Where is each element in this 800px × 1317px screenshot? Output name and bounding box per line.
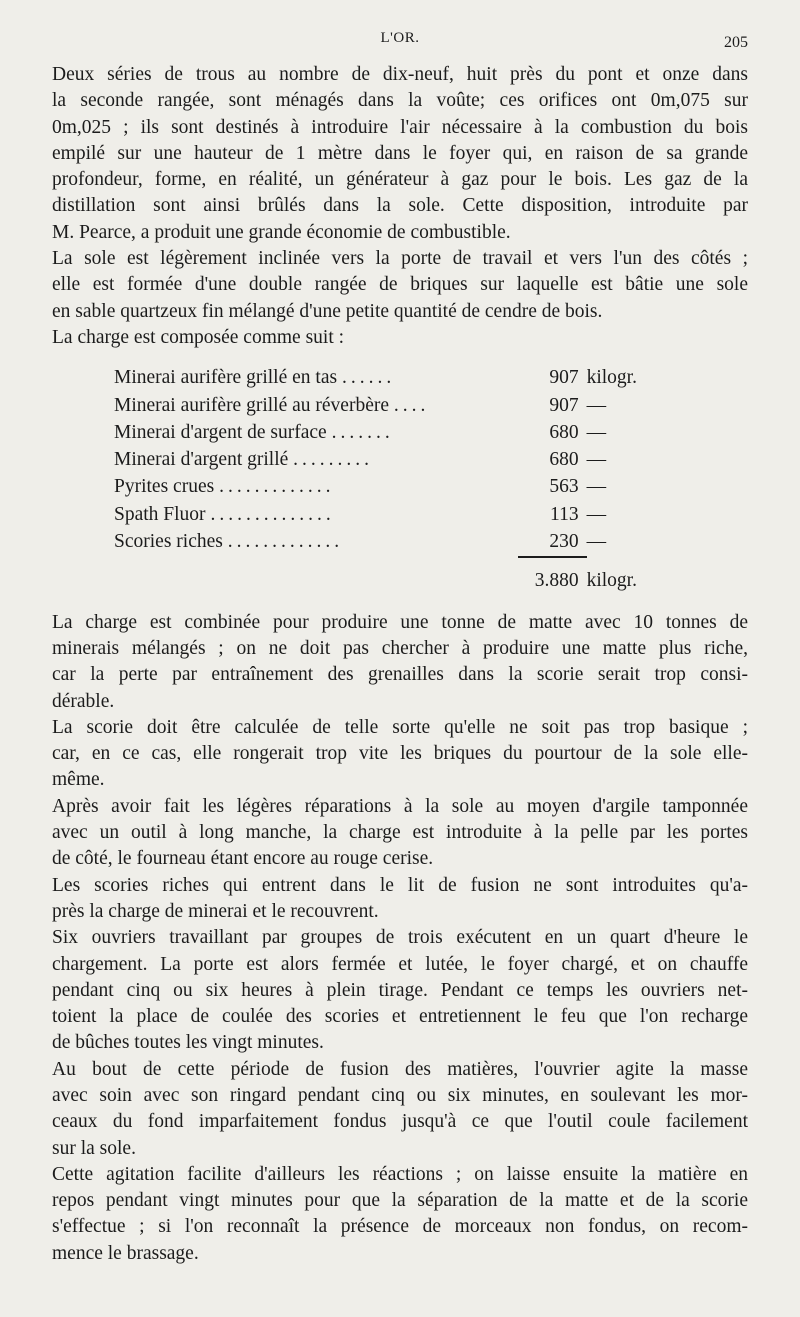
row-value: 113 — [550, 503, 579, 525]
text-line: de côté, le fourneau étant encore au rouge cerise. — [52, 848, 434, 870]
row-unit: kilogr. — [586, 367, 637, 389]
paragraph — [52, 62, 748, 246]
table-row — [114, 393, 674, 420]
row-unit: — — [586, 531, 607, 553]
text-line: profondeur, forme, en réalité, un générateur à gaz pour le bois. Les gaz de la — [52, 169, 748, 191]
text-line: sur la sole. — [52, 1137, 136, 1159]
dot-leaders: .... — [393, 394, 430, 416]
row-label: Scories riches — [114, 531, 223, 553]
text-line: car la perte par entraînement des grenailles dans la scorie serait trop consi- — [52, 664, 748, 686]
dot-leaders: ....... — [331, 421, 394, 443]
text-line: avec un outil à long manche, la charge est introduite à la pelle par les portes — [52, 822, 748, 844]
table-row — [114, 502, 674, 529]
paragraph — [52, 873, 748, 926]
text-line: près la charge de minerai et le recouvrent. — [52, 900, 379, 922]
row-unit: — — [586, 476, 607, 498]
total-value: 3.880 — [518, 557, 587, 595]
paragraph — [52, 715, 748, 794]
text-line: 0m,025 ; ils sont destinés à introduire l'air nécessaire à la combustion du bois — [52, 116, 748, 138]
text-line: minerais mélangés ; on ne doit pas chercher à produire une matte plus riche, — [52, 637, 748, 659]
row-value: 680 — [549, 449, 579, 471]
paragraph — [52, 246, 748, 325]
row-label: Minerai d'argent de surface — [114, 421, 327, 443]
row-label: Spath Fluor — [114, 503, 206, 525]
text-line: distillation sont ainsi brûlés dans la sole. Cette disposition, introduite par — [52, 195, 748, 217]
text-line: en sable quartzeux fin mélangé d'une petite quantité de cendre de bois. — [52, 300, 603, 322]
text-line: Six ouvriers travaillant par groupes de trois exécutent en un quart d'heure le — [52, 927, 748, 949]
row-unit: — — [586, 421, 607, 443]
dot-leaders: ...... — [341, 367, 396, 389]
row-label: Minerai d'argent grillé — [114, 449, 289, 471]
text-line: même. — [52, 769, 105, 791]
page-number: 205 — [724, 34, 748, 51]
running-head: L'OR. — [380, 30, 420, 46]
row-unit: — — [586, 394, 607, 416]
dot-leaders: .............. — [210, 503, 335, 525]
paragraph — [52, 925, 748, 1056]
paragraph — [52, 1057, 748, 1162]
text-line: Après avoir fait les légères réparations à la sole au moyen d'argile tamponnée — [52, 795, 748, 817]
text-line: car, en ce cas, elle rongerait trop vite les briques du pourtour de la sole elle- — [52, 743, 748, 765]
paragraph — [52, 1162, 748, 1267]
table-row — [114, 529, 674, 557]
paragraph — [52, 794, 748, 873]
paragraph — [52, 325, 748, 351]
text-line: M. Pearce, a produit une grande économie de combustible. — [52, 221, 511, 243]
text-line: ceaux du fond imparfaitement fondus jusqu'à ce que l'outil coule facilement — [52, 1111, 748, 1133]
dot-leaders: ............. — [219, 476, 335, 498]
body-text — [52, 62, 748, 1267]
text-line: empilé sur une hauteur de 1 mètre dans le foyer qui, en raison de sa grande — [52, 142, 748, 164]
text-line: mence le brassage. — [52, 1242, 199, 1264]
charge-composition-table — [114, 365, 674, 595]
paragraph — [52, 610, 748, 715]
text-line: Cette agitation facilite d'ailleurs les réactions ; on laisse ensuite la matière en — [52, 1163, 748, 1185]
row-value: 563 — [549, 476, 579, 498]
row-value: 230 — [549, 531, 579, 553]
text-line: La scorie doit être calculée de telle sorte qu'elle ne soit pas trop basique ; — [52, 716, 748, 738]
text-line: pendant cinq ou six heures à plein tirage. Pendant ce temps les ouvriers net- — [52, 979, 748, 1001]
text-line: elle est formée d'une double rangée de briques sur laquelle est bâtie une sole — [52, 274, 748, 296]
dot-leaders: ............. — [227, 531, 344, 553]
row-value: 680 — [549, 421, 579, 443]
row-value: 907 — [549, 394, 579, 416]
text-line: dérable. — [52, 690, 115, 712]
table-row — [114, 474, 674, 501]
text-line: La charge est composée comme suit : — [52, 326, 345, 348]
text-line: Les scories riches qui entrent dans le lit de fusion ne sont introduites qu'a- — [52, 874, 748, 896]
text-line: la seconde rangée, sont ménagés dans la voûte; ces orifices ont 0m,075 sur — [52, 90, 748, 112]
text-line: toient la place de coulée des scories et entretiennent le feu que l'on recharge — [52, 1006, 748, 1028]
row-unit: — — [586, 503, 607, 525]
text-line: La sole est légèrement inclinée vers la porte de travail et vers l'un des côtés ; — [52, 248, 748, 270]
dot-leaders: ......... — [293, 449, 374, 471]
row-value: 907 — [549, 367, 579, 389]
table-row — [114, 420, 674, 447]
row-label: Pyrites crues — [114, 476, 215, 498]
table-row — [114, 447, 674, 474]
text-line: chargement. La porte est alors fermée et lutée, le foyer chargé, et on chauffe — [52, 953, 748, 975]
row-label: Minerai aurifère grillé en tas — [114, 367, 338, 389]
text-line: repos pendant vingt minutes pour que la séparation de la matte et de la scorie — [52, 1190, 748, 1212]
text-line: s'effectue ; si l'on reconnaît la présence de morceaux non fondus, on recom- — [52, 1216, 748, 1238]
text-line: Au bout de cette période de fusion des matières, l'ouvrier agite la masse — [52, 1058, 748, 1080]
page-header — [0, 30, 800, 54]
text-line: avec soin avec son ringard pendant cinq ou six minutes, en soulevant les mor- — [52, 1084, 748, 1106]
table-total-row — [114, 557, 674, 595]
row-label: Minerai aurifère grillé au réverbère — [114, 394, 389, 416]
table-row — [114, 365, 674, 392]
text-line: Deux séries de trous au nombre de dix-neuf, huit près du pont et onze dans — [52, 64, 748, 85]
text-line: La charge est combinée pour produire une tonne de matte avec 10 tonnes de — [52, 611, 748, 633]
total-unit: kilogr. — [586, 570, 637, 592]
text-line: de bûches toutes les vingt minutes. — [52, 1032, 324, 1054]
row-unit: — — [586, 449, 607, 471]
